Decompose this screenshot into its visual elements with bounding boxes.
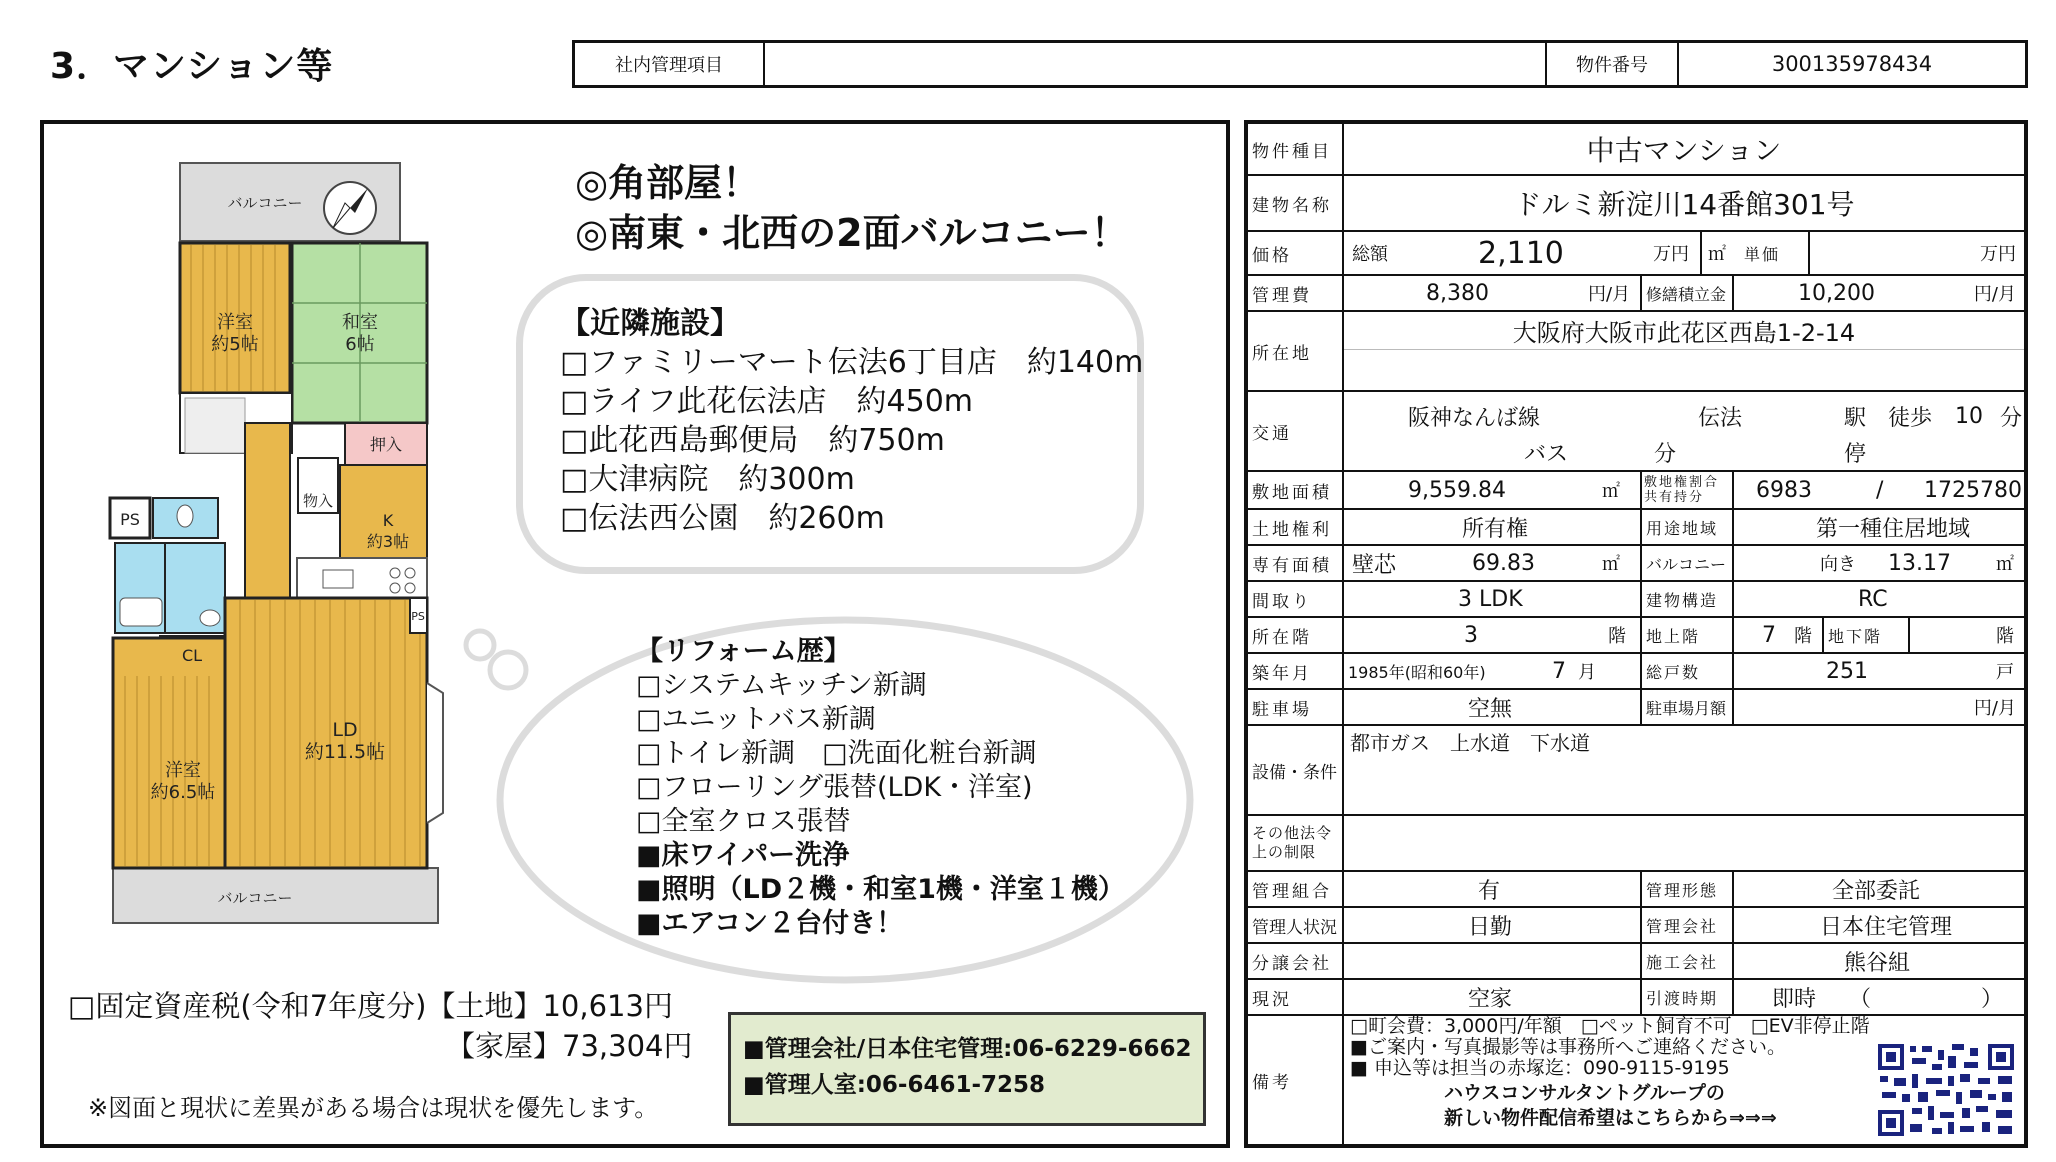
row-traffic: 交通 阪神なんば線 伝法 駅 徒歩 10 分 バス 分 停 <box>1248 392 2024 472</box>
property-tax-building: 【家屋】73,304円 <box>446 1029 693 1063</box>
row-manager: 管理人状況 日勤 管理会社 日本住宅管理 <box>1248 908 2024 944</box>
svg-text:約6.5帖: 約6.5帖 <box>150 782 216 803</box>
row-restrictions: その他法令 上の制限 <box>1248 816 2024 872</box>
row-union: 管理組合 有 管理形態 全部委託 <box>1248 872 2024 908</box>
floor: 3 <box>1464 622 1478 648</box>
headline-two-balconies: ◎南東・北西の2面バルコニー！ <box>575 211 1129 255</box>
reform-history-list <box>636 635 1125 941</box>
balcony-top-label: バルコニー <box>227 194 303 212</box>
row-parking: 駐車場 空無 駐車場月額 円/月 <box>1248 690 2024 726</box>
row-layout: 間取り 3 LDK 建物構造 RC <box>1248 582 2024 618</box>
reform-title: 【リフォーム歴】 <box>636 636 851 667</box>
management-box <box>572 40 2028 88</box>
headline-corner-room: ◎角部屋！ <box>575 161 761 205</box>
svg-text:約3帖: 約3帖 <box>366 532 410 551</box>
walk-minutes: 10 <box>1955 403 1983 429</box>
nearby-facilities-list <box>560 304 1143 538</box>
row-address: 所在地 大阪府大阪市此花区西島1-2-14 <box>1248 312 2024 392</box>
facility-item: □伝法西公園 約260m <box>560 501 885 536</box>
built-month: 7 <box>1552 658 1566 684</box>
land-right: 所有権 <box>1462 516 1529 542</box>
facility-item: □大津病院 約300m <box>560 462 855 497</box>
remarks-text: □町会費：3,000円/年額 □ペット飼育不可 □EV非停止階 ■ご案内・写真撮影等は事務所へご連絡ください。 ■ 申込等は担当の赤塚迄：090-9115-9195 ハウスコンサルタントグループの 新しい物件配信希望はこちらから⇒⇒⇒ <box>1350 1015 1870 1129</box>
property-detail-table <box>1244 120 2028 1148</box>
manager-room-contact: ■管理人室:06-6461-7258 <box>743 1072 1046 1098</box>
reform-item: □トイレ新調 □洗面化粧台新調 <box>636 738 1037 769</box>
address: 大阪府大阪市此花区西島1-2-14 <box>1344 312 2024 350</box>
row-floor: 所在階 3 階 地上階 7 階 地下階 階 <box>1248 618 2024 654</box>
section-title: 3．マンション等 <box>50 46 334 87</box>
reform-item: □ユニットバス新調 <box>636 704 876 735</box>
parking: 空無 <box>1468 696 1513 722</box>
handover-timing: 即時 （ ） <box>1772 986 2004 1012</box>
svg-text:洋室: 洋室 <box>165 760 201 781</box>
svg-text:K: K <box>382 511 394 530</box>
svg-text:約11.5帖: 約11.5帖 <box>304 741 386 763</box>
row-type: 物件種目 中古マンション <box>1248 124 2024 176</box>
share-numerator: 6983 <box>1756 477 1812 503</box>
balcony-area: 13.17 <box>1888 550 1951 576</box>
floors-above: 7 <box>1762 622 1776 648</box>
reform-item: □フローリング張替(LDK・洋室) <box>636 772 1033 803</box>
svg-text:洋室: 洋室 <box>217 312 253 333</box>
qr-code-icon[interactable] <box>1876 1042 2016 1138</box>
price-value: 2,110 <box>1478 235 1564 271</box>
svg-text:押入: 押入 <box>369 435 403 454</box>
row-built: 築年月 1985年(昭和60年) 7 月 総戸数 251 戸 <box>1248 654 2024 690</box>
station: 伝法 <box>1698 405 1743 431</box>
svg-text:約5帖: 約5帖 <box>211 334 259 355</box>
structure: RC <box>1858 586 1888 612</box>
management-union: 有 <box>1478 878 1501 904</box>
manager-status: 日勤 <box>1468 914 1513 940</box>
contact-box <box>728 1012 1206 1126</box>
building-name: ドルミ新淀川14番館301号 <box>1513 188 1855 221</box>
management-company: 日本住宅管理 <box>1820 914 1953 940</box>
property-type: 中古マンション <box>1586 134 1782 167</box>
share-denominator: 1725780 <box>1924 477 2022 503</box>
equipment: 都市ガス 上水道 下水道 <box>1350 730 1590 755</box>
total-units: 251 <box>1826 658 1868 684</box>
row-equipment: 設備・条件 都市ガス 上水道 下水道 <box>1248 726 2024 816</box>
facility-item: □ファミリーマート伝法6丁目店 約140m <box>560 345 1144 380</box>
svg-text:CL: CL <box>181 646 203 665</box>
svg-text:PS: PS <box>411 610 425 623</box>
property-tax-land: □固定資産税(令和7年度分)【土地】10,613円 <box>68 989 673 1023</box>
repair-reserve: 10,200 <box>1798 280 1875 306</box>
row-seller: 分譲会社 施工会社 熊谷組 <box>1248 944 2024 980</box>
layout: 3 LDK <box>1458 586 1523 612</box>
row-land-right: 土地権利 所有権 用途地域 第一種住居地域 <box>1248 510 2024 546</box>
row-name: 建物名称 ドルミ新淀川14番館301号 <box>1248 176 2024 232</box>
site-area: 9,559.84 <box>1408 477 1506 503</box>
svg-text:LD: LD <box>332 719 358 741</box>
row-site-area: 敷地面積 9,559.84 ㎡ 敷地権割合 共有持分 6983 / 1725780 <box>1248 472 2024 510</box>
current-status: 空家 <box>1468 986 1513 1012</box>
row-price: 価格 総額 2,110 万円 ㎡ 単価 万円 <box>1248 232 2024 276</box>
svg-text:PS: PS <box>120 510 140 529</box>
reform-item: □全室クロス張替 <box>636 806 851 837</box>
property-no-label: 物件番号 <box>1547 43 1679 85</box>
property-number: 300135978434 <box>1771 52 1933 76</box>
management-company-contact: ■管理会社/日本住宅管理:06-6229-6662 <box>743 1036 1192 1062</box>
disclaimer-note: ※図面と現状に差異がある場合は現状を優先します。 <box>88 1094 659 1122</box>
mgmt-value <box>765 43 1547 85</box>
row-fees: 管理費 8,380 円/月 修繕積立金 10,200 円/月 <box>1248 276 2024 312</box>
train-line: 阪神なんば線 <box>1408 405 1541 431</box>
row-private-area: 専有面積 壁芯 69.83 ㎡ バルコニー 向き 13.17 ㎡ <box>1248 546 2024 582</box>
svg-text:6帖: 6帖 <box>345 334 375 355</box>
reform-item: ■床ワイパー洗浄 <box>636 840 850 871</box>
private-area: 69.83 <box>1472 550 1535 576</box>
floor-plan <box>105 158 465 938</box>
management-form: 全部委託 <box>1832 878 1921 904</box>
builder: 熊谷組 <box>1844 950 1911 976</box>
reform-item: □システムキッチン新調 <box>636 670 927 701</box>
row-status: 現況 空家 引渡時期 即時 （ ） <box>1248 980 2024 1016</box>
svg-text:和室: 和室 <box>342 312 378 333</box>
facility-item: □ライフ此花伝法店 約450m <box>560 384 974 419</box>
built-year: 1985年(昭和60年) <box>1348 662 1486 682</box>
mgmt-label: 社内管理項目 <box>575 43 765 85</box>
facilities-title: 【近隣施設】 <box>560 306 740 341</box>
balcony-bottom-label: バルコニー <box>217 889 293 907</box>
reform-item: ■エアコン２台付き！ <box>636 908 904 939</box>
zoning: 第一種住居地域 <box>1816 516 1971 542</box>
reform-item: ■照明（LD２機・和室1機・洋室１機） <box>636 874 1125 905</box>
management-fee: 8,380 <box>1426 280 1489 306</box>
facility-item: □此花西島郵便局 約750m <box>560 423 945 458</box>
row-remarks: 備考 □町会費：3,000円/年額 □ペット飼育不可 □EV非停止階 ■ご案内・写真撮影等は事務所へご連絡ください。 ■ 申込等は担当の赤塚迄：090-9115-9195 ハウスコンサルタントグループの 新しい物件配信希望はこちらから⇒⇒⇒ <box>1248 1016 2024 1144</box>
svg-text:物入: 物入 <box>302 492 334 510</box>
